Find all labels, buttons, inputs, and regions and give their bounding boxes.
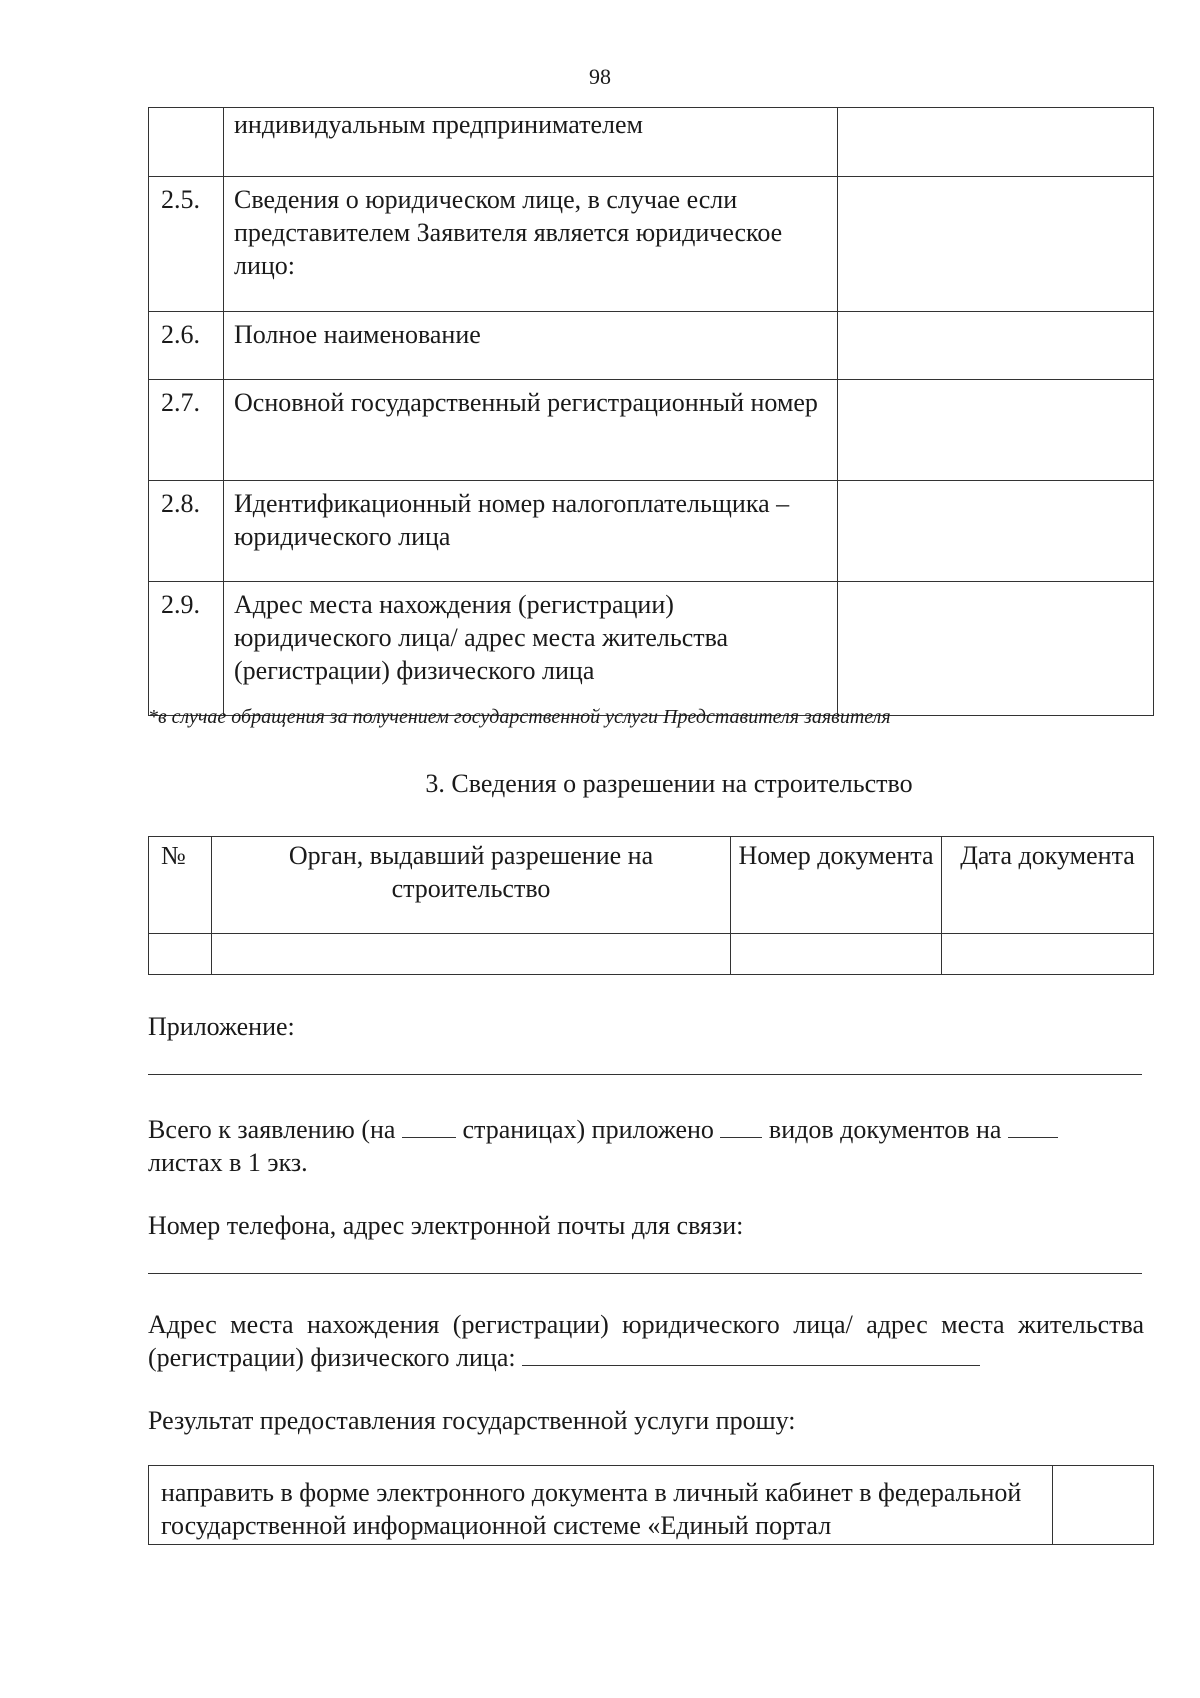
total-text-3: видов документов на <box>768 1115 1002 1144</box>
pages-blank[interactable] <box>402 1115 456 1138</box>
table-row <box>149 1466 1154 1545</box>
cell-organ[interactable] <box>212 934 731 975</box>
row-number: 2.8. <box>149 481 224 582</box>
col-header-number: Номер документа <box>731 837 942 934</box>
sheets-blank[interactable] <box>1008 1115 1058 1138</box>
cell-no[interactable] <box>149 934 212 975</box>
result-options-table <box>148 1465 1154 1545</box>
total-paragraph <box>148 1113 1154 1179</box>
row-label: индивидуальным предпринимателем <box>224 108 838 177</box>
row-label: Идентификационный номер налогоплательщика – юридического лица <box>224 481 838 582</box>
representative-info-table <box>148 107 1154 716</box>
permit-table <box>148 836 1154 975</box>
value-cell[interactable] <box>838 481 1154 582</box>
table-header-row <box>149 837 1154 934</box>
table-row <box>149 380 1154 481</box>
total-text-2: страницах) приложено <box>462 1115 714 1144</box>
table-row <box>149 177 1154 312</box>
section-title: 3. Сведения о разрешении на строительство <box>425 769 913 798</box>
result-option-checkbox[interactable] <box>1053 1466 1154 1545</box>
page-number: 98 <box>589 64 611 89</box>
row-number: 2.5. <box>149 177 224 312</box>
attachment-line[interactable] <box>148 1074 1142 1075</box>
doc-types-blank[interactable] <box>720 1115 762 1138</box>
result-label: Результат предоставления государственной услуги прошу: <box>148 1406 796 1435</box>
total-text-1: Всего к заявлению (на <box>148 1115 396 1144</box>
row-number: 2.9. <box>149 582 224 716</box>
table-row <box>149 582 1154 716</box>
row-number: 2.7. <box>149 380 224 481</box>
col-header-organ: Орган, выдавший разрешение на строительство <box>212 837 731 934</box>
table-row <box>149 108 1154 177</box>
row-label: Полное наименование <box>224 312 838 380</box>
row-number <box>149 108 224 177</box>
row-label: Адрес места нахождения (регистрации) юридического лица/ адрес места жительства (регистрации) физического лица <box>224 582 838 716</box>
address-paragraph <box>148 1308 1144 1374</box>
cell-number[interactable] <box>731 934 942 975</box>
address-label: Адрес места нахождения (регистрации) юридического лица/ адрес места жительства (регистрации) физического лица: <box>148 1310 1144 1372</box>
total-text-4: листах в 1 экз. <box>148 1148 308 1177</box>
col-header-date: Дата документа <box>942 837 1154 934</box>
col-header-no: № <box>149 837 212 934</box>
result-option-text: направить в форме электронного документа в личный кабинет в федеральной государственной информационной системе «Единый портал <box>149 1466 1053 1545</box>
address-line[interactable] <box>522 1343 980 1366</box>
attachment-label: Приложение: <box>148 1012 295 1041</box>
table-row <box>149 934 1154 975</box>
contact-label: Номер телефона, адрес электронной почты для связи: <box>148 1211 744 1240</box>
row-number: 2.6. <box>149 312 224 380</box>
value-cell[interactable] <box>838 582 1154 716</box>
row-label: Основной государственный регистрационный номер <box>224 380 838 481</box>
table-row <box>149 312 1154 380</box>
footnote: *в случае обращения за получением государственной услуги Представителя заявителя <box>148 706 891 728</box>
contact-line[interactable] <box>148 1273 1142 1274</box>
cell-date[interactable] <box>942 934 1154 975</box>
table-row <box>149 481 1154 582</box>
value-cell[interactable] <box>838 380 1154 481</box>
value-cell[interactable] <box>838 108 1154 177</box>
value-cell[interactable] <box>838 177 1154 312</box>
value-cell[interactable] <box>838 312 1154 380</box>
row-label: Сведения о юридическом лице, в случае если представителем Заявителя является юридическое лицо: <box>224 177 838 312</box>
